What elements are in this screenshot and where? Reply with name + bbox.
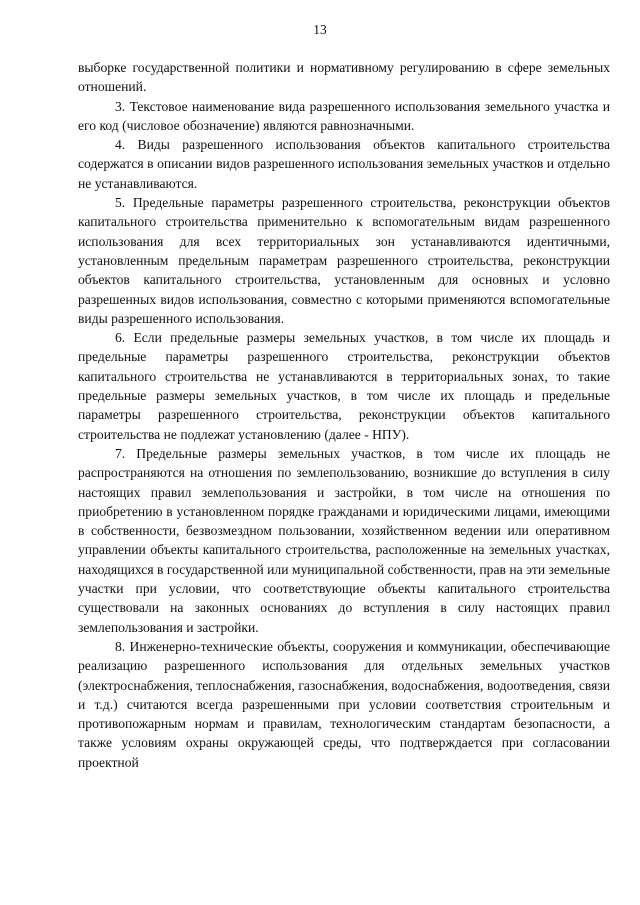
- paragraph-continuation: выборке государственной политики и нормативному регулированию в сфере земельных отношений.: [78, 60, 610, 95]
- page-number: 13: [313, 22, 327, 37]
- paragraph-7: 7. Предельные размеры земельных участков, в том числе их площадь не распространяются на отношения по землепользованию, возникшие до вступления в силу настоящих правил землепользования и застройки, в том числе на отношения по приобретению в установленном порядке гражданами и юридическими лицами, имеющими в собственности, безвозмездном пользовании, хозяйственном ведении или оперативном управлении объекты капитального строительства, расположенные на земельных участках, находящихся в государственной или муниципальной собственности, прав на эти земельные участки при условии, что соответствующие объекты капитального строительства существовали на законных основаниях до вступления в силу настоящих правил землепользования и застройки.: [78, 445, 610, 635]
- paragraph-4: 4. Виды разрешенного использования объектов капитального строительства содержатся в описании видов разрешенного использования земельных участков и отдельно не устанавливаются.: [78, 137, 610, 191]
- paragraph-5: 5. Предельные параметры разрешенного строительства, реконструкции объектов капитального строительства применительно к вспомогательным видам разрешенного использования для всех территориальных зон устанавливаются идентичными, установленным предельным параметрам разрешенного строительства, реконструкции объектов капитального строительства, установленным для основных и условно разрешенных видов использования, совместно с которыми применяются вспомогательные виды разрешенного использования.: [78, 195, 610, 326]
- document-body: [78, 58, 610, 772]
- paragraph-8: 8. Инженерно-технические объекты, сооружения и коммуникации, обеспечивающие реализацию разрешенного использования для отдельных земельных участков (электроснабжения, теплоснабжения, газоснабжения, водоснабжения, водоотведения, связи и т.д.) считаются всегда разрешенными при условии соответствия строительным и противопожарным нормам и правилам, технологическим стандартам безопасности, а также условиям охраны окружающей среды, что подтверждается при согласовании проектной: [78, 638, 610, 770]
- paragraph-3: 3. Текстовое наименование вида разрешенного использования земельного участка и его код (числовое обозначение) являются равнозначными.: [78, 98, 610, 133]
- paragraph-6: 6. Если предельные размеры земельных участков, в том числе их площадь и предельные параметры разрешенного строительства, реконструкции объектов капитального строительства не устанавливаются в территориальных зонах, то такие предельные размеры земельных участков, в том числе их площадь и предельные параметры разрешенного строительства, реконструкции объектов капитального строительства не подлежат установлению (далее - НПУ).: [78, 330, 610, 442]
